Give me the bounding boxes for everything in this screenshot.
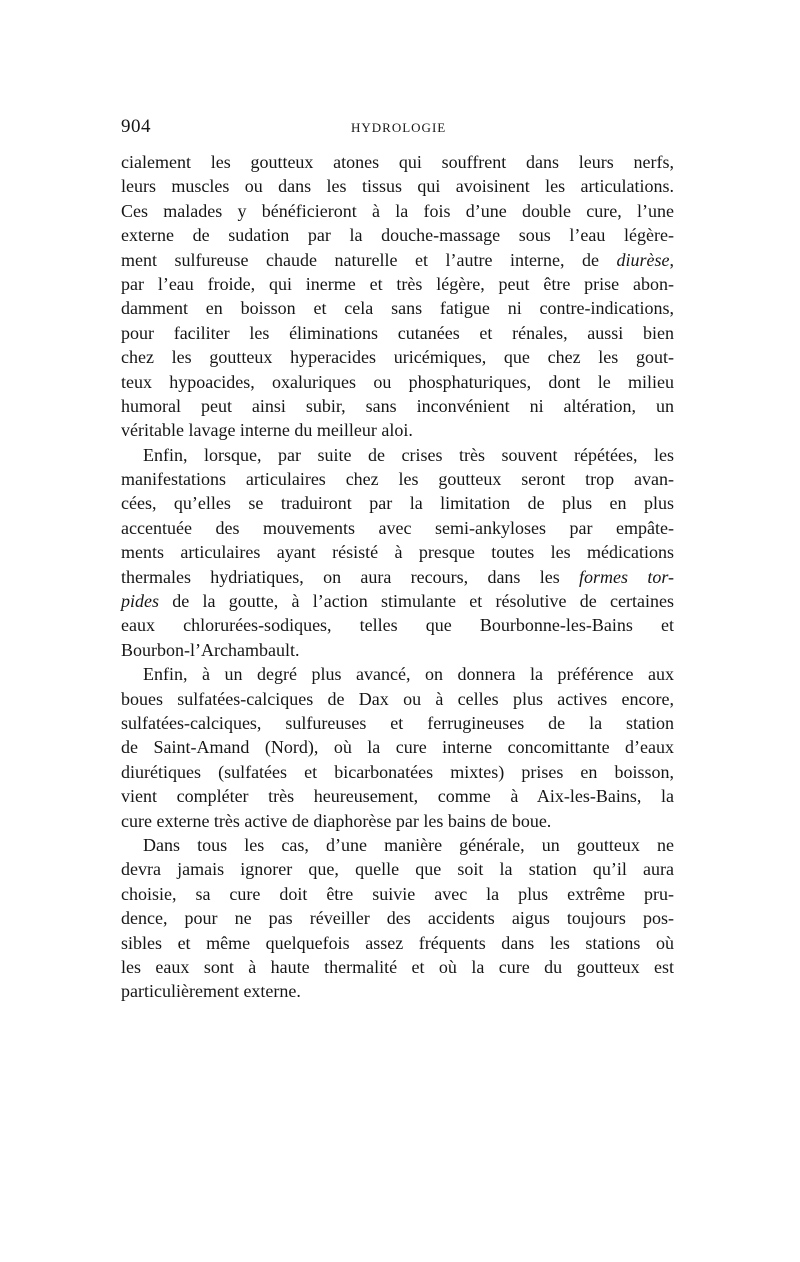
text-run: particulièrement externe. — [121, 981, 301, 1002]
italic-text: pides — [121, 591, 159, 612]
text-line — [121, 931, 674, 955]
text-run: ments articulaires ayant résisté à presque toutes les médications — [121, 542, 674, 563]
text-run: manifestations articulaires chez les goutteux seront trop avan- — [121, 469, 674, 490]
text-line — [121, 687, 674, 711]
text-run: humoral peut ainsi subir, sans inconvénient ni altération, un — [121, 395, 674, 416]
text-run: cées, qu’elles se traduiront par la limitation de plus en plus — [121, 493, 674, 514]
text-run: thermales hydriatiques, on aura recours, dans les — [121, 566, 580, 587]
text-line — [121, 321, 674, 345]
page-number: 904 — [121, 116, 151, 137]
running-title: HYDROLOGIE — [351, 120, 447, 135]
text-line — [121, 711, 674, 735]
text-run: dence, pour ne pas réveiller des accidents aigus toujours pos- — [121, 908, 674, 929]
italic-text: formes tor- — [579, 566, 674, 587]
text-line — [121, 979, 674, 1003]
text-line — [121, 833, 674, 857]
text-run: les eaux sont à haute thermalité et où la cure du goutteux est — [121, 956, 674, 977]
text-run: accentuée des mouvements avec semi-ankyloses par empâte- — [121, 517, 674, 538]
text-line — [121, 735, 674, 759]
text-run: Dans tous les cas, d’une manière générale, un goutteux ne — [143, 834, 674, 855]
paragraph — [121, 662, 674, 833]
text-line — [121, 589, 674, 613]
italic-text: diurèse — [616, 249, 670, 270]
text-line — [121, 784, 674, 808]
text-run: externe de sudation par la douche-massage sous l’eau légère- — [121, 225, 674, 246]
text-line — [121, 248, 674, 272]
paragraph — [121, 443, 674, 663]
text-line — [121, 150, 674, 174]
text-run: Ces malades y bénéficieront à la fois d’une double cure, l’une — [121, 200, 674, 221]
text-line — [121, 443, 674, 467]
text-line — [121, 199, 674, 223]
text-run: Enfin, à un degré plus avancé, on donnera la préférence aux — [143, 664, 674, 685]
text-line — [121, 272, 674, 296]
text-line — [121, 906, 674, 930]
text-run: leurs muscles ou dans les tissus qui avoisinent les articulations. — [121, 176, 674, 197]
text-line — [121, 394, 674, 418]
text-run: cure externe très active de diaphorèse par les bains de boue. — [121, 810, 552, 831]
text-run: Enfin, lorsque, par suite de crises très souvent répétées, les — [143, 444, 674, 465]
text-line — [121, 760, 674, 784]
text-run: de la goutte, à l’action stimulante et résolutive de certaines — [159, 591, 674, 612]
text-line — [121, 516, 674, 540]
text-run: véritable lavage interne du meilleur aloi. — [121, 420, 413, 441]
text-line — [121, 418, 674, 442]
text-line — [121, 613, 674, 637]
text-line — [121, 491, 674, 515]
text-run: sibles et même quelquefois assez fréquents dans les stations où — [121, 932, 674, 953]
running-head — [121, 114, 677, 140]
text-run: de Saint-Amand (Nord), où la cure interne concomittante d’eaux — [121, 737, 674, 758]
paragraph — [121, 833, 674, 1004]
text-run: Bourbon-l’Archambault. — [121, 639, 300, 660]
text-run: sulfatées-calciques, sulfureuses et ferrugineuses de la station — [121, 712, 674, 733]
text-line — [121, 565, 674, 589]
text-run: ment sulfureuse chaude naturelle et l’autre interne, de — [121, 249, 617, 270]
text-line — [121, 174, 674, 198]
paragraph — [121, 150, 674, 443]
text-run: teux hypoacides, oxaluriques ou phosphaturiques, dont le milieu — [121, 371, 674, 392]
text-run: par l’eau froide, qui inerme et très légère, peut être prise abon- — [121, 273, 674, 294]
body-text — [121, 150, 674, 1004]
text-run: devra jamais ignorer que, quelle que soit la station qu’il aura — [121, 859, 674, 880]
text-line — [121, 370, 674, 394]
text-run: diurétiques (sulfatées et bicarbonatées mixtes) prises en boisson, — [121, 761, 674, 782]
text-run: choisie, sa cure doit être suivie avec la plus extrême pru- — [121, 883, 674, 904]
text-line — [121, 223, 674, 247]
text-run: eaux chlorurées-sodiques, telles que Bourbonne-les-Bains et — [121, 615, 674, 636]
text-run: damment en boisson et cela sans fatigue ni contre-indications, — [121, 298, 674, 319]
text-run: pour faciliter les éliminations cutanées et rénales, aussi bien — [121, 322, 674, 343]
text-line — [121, 540, 674, 564]
text-line — [121, 955, 674, 979]
text-run: cialement les goutteux atones qui souffrent dans leurs nerfs, — [121, 152, 674, 172]
text-line — [121, 809, 674, 833]
text-run: vient compléter très heureusement, comme à Aix-les-Bains, la — [121, 786, 674, 807]
text-line — [121, 882, 674, 906]
text-line — [121, 345, 674, 369]
text-run: , — [669, 249, 674, 270]
text-line — [121, 296, 674, 320]
text-run: chez les goutteux hyperacides uricémiques, que chez les gout- — [121, 347, 674, 368]
text-line — [121, 638, 674, 662]
text-line — [121, 857, 674, 881]
text-run: boues sulfatées-calciques de Dax ou à celles plus actives encore, — [121, 688, 674, 709]
text-line — [121, 662, 674, 686]
text-line — [121, 467, 674, 491]
